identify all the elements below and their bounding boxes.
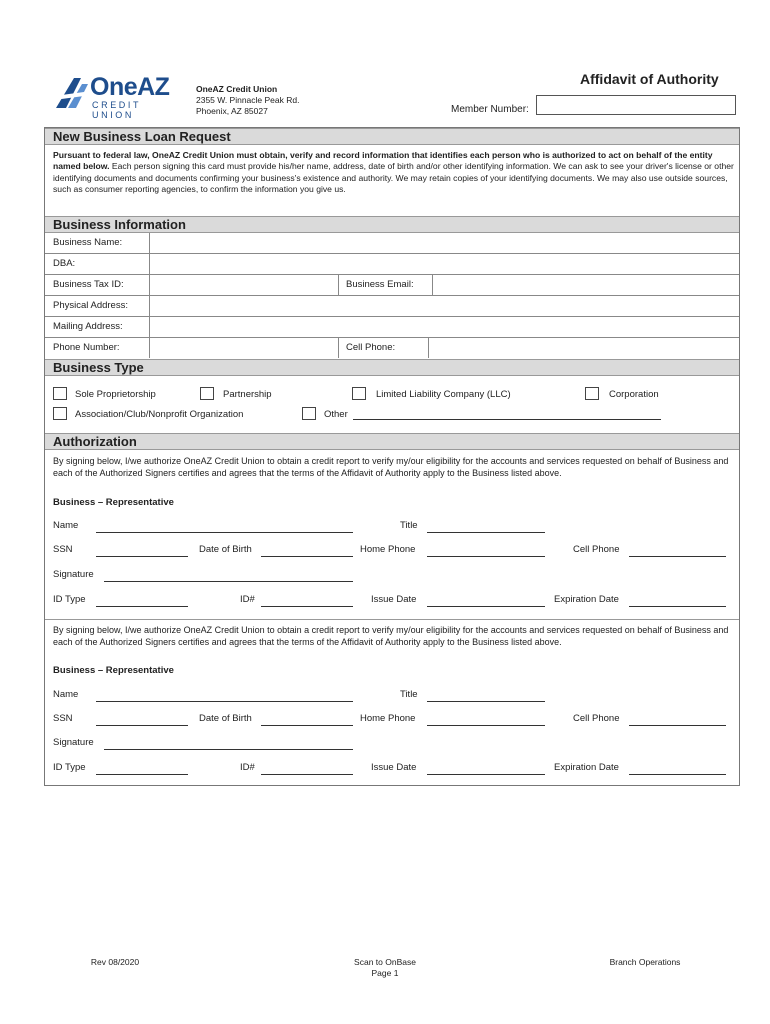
dba-row xyxy=(45,254,739,275)
rep1-id-num-line[interactable] xyxy=(261,606,353,607)
rep1-id-num-label: ID# xyxy=(240,594,255,605)
rep2-signature-label: Signature xyxy=(53,737,94,748)
corporation-checkbox[interactable] xyxy=(585,387,599,400)
org-address-block xyxy=(196,84,299,117)
rep1-id-type-line[interactable] xyxy=(96,606,188,607)
rep2-issue-date-line[interactable] xyxy=(427,774,545,775)
rep1-issue-date-label: Issue Date xyxy=(371,594,417,605)
mailing-address-label: Mailing Address: xyxy=(53,321,123,332)
business-name-field[interactable] xyxy=(150,233,739,253)
business-info-heading: Business Information xyxy=(53,217,186,232)
rep1-home-phone-line[interactable] xyxy=(427,556,545,557)
llc-label: Limited Liability Company (LLC) xyxy=(376,389,511,400)
rep2-ssn-label: SSN xyxy=(53,713,73,724)
footer-scan-block xyxy=(335,957,435,979)
rep1-title-label: Title xyxy=(400,520,418,531)
representative-label-1: Business – Representative xyxy=(53,497,174,508)
mailing-address-field[interactable] xyxy=(150,317,739,337)
sole-proprietorship-label: Sole Proprietorship xyxy=(75,389,156,400)
authorization-text-2: By signing below, I/we authorize OneAZ Credit Union to obtain a credit report to verify my/our eligibility for the accounts and services requested on behalf of Business and each of the Authorized Signers certifies and agrees that the terms of the Affidavit of Authority apply to the Business listed above. xyxy=(53,625,729,647)
footer-scan-text: Scan to OnBase xyxy=(354,957,416,967)
partnership-checkbox[interactable] xyxy=(200,387,214,400)
rep1-dob-line[interactable] xyxy=(261,556,353,557)
rep2-cell-phone-label: Cell Phone xyxy=(573,713,620,724)
footer-department: Branch Operations xyxy=(609,957,681,967)
representative-label-2: Business – Representative xyxy=(53,665,174,676)
rep2-id-num-line[interactable] xyxy=(261,774,353,775)
physical-address-label: Physical Address: xyxy=(53,300,128,311)
tax-id-field[interactable] xyxy=(150,275,338,295)
other-checkbox[interactable] xyxy=(302,407,316,420)
rep1-dob-label: Date of Birth xyxy=(199,544,252,555)
authorization-text-1: By signing below, I/we authorize OneAZ Credit Union to obtain a credit report to verify my/our eligibility for the accounts and services requested on behalf of Business and each of the Authorized Signers certifies and agrees that the terms of the Affidavit of Authority apply to the Business listed above. xyxy=(53,456,729,478)
nonprofit-checkbox[interactable] xyxy=(53,407,67,420)
cell-phone-label: Cell Phone: xyxy=(346,342,396,353)
phone-number-field[interactable] xyxy=(150,338,338,358)
physical-address-row xyxy=(45,296,739,317)
rep2-home-phone-label: Home Phone xyxy=(360,713,416,724)
business-info-header xyxy=(45,216,739,233)
rep2-home-phone-line[interactable] xyxy=(427,725,545,726)
business-name-label: Business Name: xyxy=(53,237,123,248)
tax-email-row xyxy=(45,275,739,296)
rep2-id-type-line[interactable] xyxy=(96,774,188,775)
mailing-address-row xyxy=(45,317,739,338)
rep2-dob-label: Date of Birth xyxy=(199,713,252,724)
rep2-title-label: Title xyxy=(400,689,418,700)
dba-label: DBA: xyxy=(53,258,76,269)
rep1-id-type-label: ID Type xyxy=(53,594,86,605)
rep2-id-type-label: ID Type xyxy=(53,762,86,773)
cell-phone-field[interactable] xyxy=(429,338,739,358)
business-email-label: Business Email: xyxy=(346,279,414,290)
rep1-signature-label: Signature xyxy=(53,569,94,580)
loan-intro-rest: Each person signing this card must provide his/her name, address, date of birth and/or other identifying information. We can ask to see your driver's license or other identifying documents and documents confirming your business's existence and authority. We may retain copies of your identifying documents. We may also use outside sources, such as consumer reporting agencies, to confirm the information you give us. xyxy=(53,161,734,195)
logo-wordmark: OneAZ xyxy=(90,73,170,101)
rep1-name-line[interactable] xyxy=(96,532,353,533)
logo-subtitle: CREDIT UNION xyxy=(92,100,141,120)
document-title: Affidavit of Authority xyxy=(580,71,719,87)
authorization-header xyxy=(45,433,739,450)
form-frame xyxy=(44,127,740,786)
rep2-ssn-line[interactable] xyxy=(96,725,188,726)
rep2-name-line[interactable] xyxy=(96,701,353,702)
rep1-exp-date-line[interactable] xyxy=(629,606,726,607)
rep1-ssn-line[interactable] xyxy=(96,556,188,557)
rep1-issue-date-line[interactable] xyxy=(427,606,545,607)
other-input-line[interactable] xyxy=(353,419,661,420)
rep2-dob-line[interactable] xyxy=(261,725,353,726)
oneaz-logo xyxy=(54,73,182,120)
rep1-signature-line[interactable] xyxy=(104,581,353,582)
org-address-line2: Phoenix, AZ 85027 xyxy=(196,106,268,116)
rep2-title-line[interactable] xyxy=(427,701,545,702)
representative-divider xyxy=(45,619,739,620)
rep2-id-num-label: ID# xyxy=(240,762,255,773)
rep2-issue-date-label: Issue Date xyxy=(371,762,417,773)
rep1-home-phone-label: Home Phone xyxy=(360,544,416,555)
other-label: Other xyxy=(324,409,348,420)
partnership-label: Partnership xyxy=(223,389,272,400)
phone-number-label: Phone Number: xyxy=(53,342,120,353)
rep2-exp-date-line[interactable] xyxy=(629,774,726,775)
business-type-heading: Business Type xyxy=(53,360,144,375)
rep1-cell-phone-line[interactable] xyxy=(629,556,726,557)
rep1-name-label: Name xyxy=(53,520,79,531)
member-number-field[interactable] xyxy=(536,95,736,115)
sole-proprietorship-checkbox[interactable] xyxy=(53,387,67,400)
rep2-cell-phone-line[interactable] xyxy=(629,725,726,726)
rep2-signature-line[interactable] xyxy=(104,749,353,750)
org-address-line1: 2355 W. Pinnacle Peak Rd. xyxy=(196,95,300,105)
nonprofit-label: Association/Club/Nonprofit Organization xyxy=(75,409,244,420)
footer-page-number: Page 1 xyxy=(371,968,399,978)
phone-row xyxy=(45,338,739,359)
tax-id-label: Business Tax ID: xyxy=(53,279,124,290)
business-email-field[interactable] xyxy=(433,275,739,295)
dba-field[interactable] xyxy=(150,254,739,274)
loan-request-header xyxy=(45,128,739,145)
business-name-row xyxy=(45,233,739,254)
rep2-name-label: Name xyxy=(53,689,79,700)
loan-intro-bold: Pursuant to federal law, OneAZ Credit Union must obtain, verify and record information that identifies each person who is authorized to act on behalf of the entity named below. xyxy=(53,150,713,172)
org-name: OneAZ Credit Union xyxy=(196,84,278,94)
rep1-title-line[interactable] xyxy=(427,532,545,533)
loan-intro-text xyxy=(53,150,735,196)
business-type-header xyxy=(45,359,739,376)
member-number-label: Member Number: xyxy=(451,104,529,115)
loan-request-heading: New Business Loan Request xyxy=(53,129,231,144)
corporation-label: Corporation xyxy=(609,389,659,400)
rep1-exp-date-label: Expiration Date xyxy=(554,594,619,605)
logo-mark-icon xyxy=(54,76,90,110)
physical-address-field[interactable] xyxy=(150,296,739,316)
footer-revision: Rev 08/2020 xyxy=(90,957,140,967)
authorization-heading: Authorization xyxy=(53,434,137,449)
rep1-cell-phone-label: Cell Phone xyxy=(573,544,620,555)
llc-checkbox[interactable] xyxy=(352,387,366,400)
rep2-exp-date-label: Expiration Date xyxy=(554,762,619,773)
rep1-ssn-label: SSN xyxy=(53,544,73,555)
